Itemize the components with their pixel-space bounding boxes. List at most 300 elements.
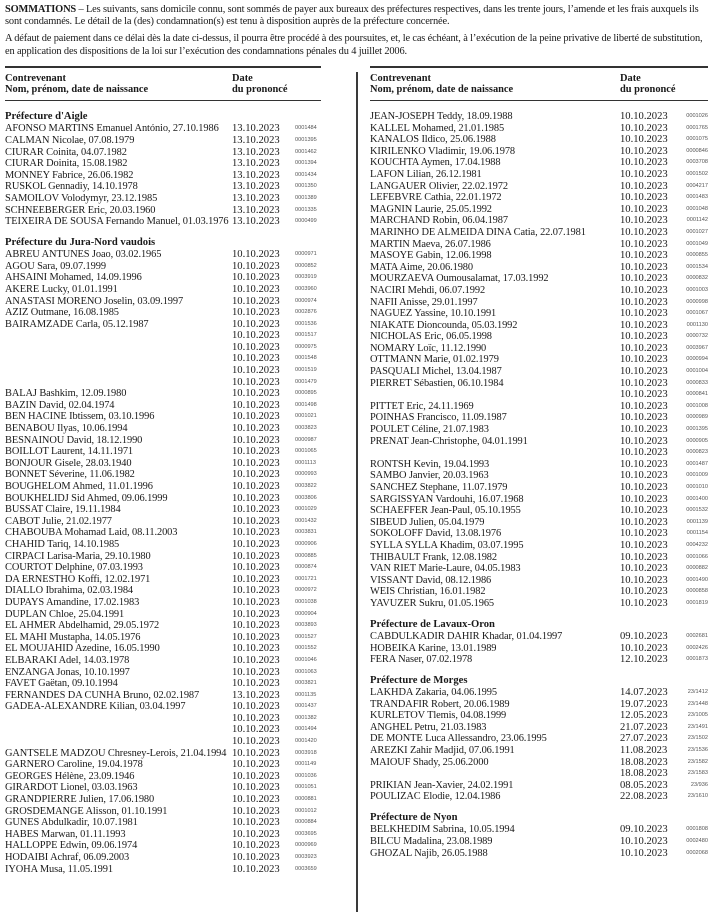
table-row	[5, 481, 321, 493]
offender-name: BONNET Séverine, 11.06.1982	[5, 469, 135, 481]
judgment-entry	[370, 250, 708, 262]
offender-name: CABOT Julie, 21.02.1977	[5, 515, 112, 527]
offender-name: DA ERNESTHO Koffi, 12.02.1971	[5, 573, 151, 585]
reference-code: 0000998	[686, 298, 708, 305]
table-row	[5, 181, 321, 193]
table-row	[370, 757, 708, 780]
offender-name: FERA Naser, 07.02.1978	[370, 654, 473, 666]
offender-name: NAGUEZ Yassine, 10.10.1991	[370, 308, 497, 320]
table-row	[5, 701, 321, 747]
judgment-date: 10.10.2023	[232, 770, 280, 782]
table-row	[5, 296, 321, 308]
offender-name: RUSKOL Gennadiy, 14.10.1978	[5, 181, 138, 193]
judgment-date: 10.10.2023	[232, 620, 280, 632]
reference-code: 0001490	[686, 576, 708, 583]
table-row	[370, 598, 708, 610]
section-title: Préfecture d'Aigle	[5, 111, 88, 122]
prefecture-section	[5, 111, 321, 228]
judgment-date: 10.10.2023	[232, 295, 280, 307]
reference-code: 0001051	[295, 784, 317, 791]
judgment-entry	[370, 494, 708, 506]
judgment-date: 10.10.2023	[232, 724, 280, 736]
reference-code: 0001420	[295, 738, 317, 745]
judgment-date: 08.05.2023	[620, 779, 668, 791]
reference-code: 0001003	[686, 286, 708, 293]
judgment-entry	[370, 123, 708, 135]
offender-name: MARCHAND Robin, 06.04.1987	[370, 215, 508, 227]
table-row	[5, 205, 321, 217]
reference-code: 0004217	[686, 182, 708, 189]
judgment-date: 10.10.2023	[620, 308, 668, 320]
judgment-entry	[370, 447, 708, 459]
table-row	[370, 710, 708, 722]
judgment-date: 13.10.2023	[232, 181, 280, 193]
judgment-entry	[5, 632, 321, 644]
judgment-date: 10.10.2023	[232, 643, 280, 655]
reference-code: 0000905	[686, 437, 708, 444]
judgment-entry	[370, 285, 708, 297]
table-row	[5, 806, 321, 818]
table-row	[5, 829, 321, 841]
table-row	[5, 678, 321, 690]
judgment-entry	[370, 239, 708, 251]
judgment-entry	[5, 782, 321, 794]
offender-name: ANGHEL Petru, 21.03.1983	[370, 721, 487, 733]
offender-name: EL MAHI Mustapha, 14.05.1976	[5, 631, 141, 643]
judgment-date: 09.10.2023	[620, 630, 668, 642]
offender-name: CIRPACI Larisa-Maria, 29.10.1980	[5, 550, 151, 562]
offender-name: ABREU ANTUNES Joao, 03.02.1965	[5, 249, 162, 261]
table-row	[370, 699, 708, 711]
table-row	[370, 227, 708, 239]
section-title: Préfecture du Jura-Nord vaudois	[5, 236, 156, 248]
judgment-entry	[370, 436, 708, 448]
offender-name: GHOZAL Najib, 26.05.1988	[370, 847, 488, 859]
offender-name: VAN RIET Marie-Laure, 04.05.1983	[370, 563, 521, 575]
judgment-date: 10.10.2023	[620, 319, 668, 331]
reference-code: 0000974	[295, 297, 317, 304]
judgment-date: 10.10.2023	[232, 863, 280, 875]
reference-code: 23/1491	[687, 723, 708, 730]
judgment-entry	[370, 389, 708, 401]
offender-name: PRENAT Jean-Christophe, 04.01.1991	[370, 435, 528, 447]
judgment-date: 10.10.2023	[620, 366, 668, 378]
table-row	[5, 527, 321, 539]
reference-code: 0001154	[686, 530, 708, 537]
reference-code: 0001036	[295, 772, 317, 779]
judgment-entry	[5, 377, 321, 389]
judgment-date: 10.10.2023	[620, 836, 668, 848]
reference-code: 0000841	[686, 391, 708, 398]
judgment-date: 10.10.2023	[232, 794, 280, 806]
reference-code: 0001494	[295, 726, 317, 733]
reference-code: 0001067	[686, 310, 708, 317]
judgment-entry	[370, 424, 708, 436]
table-row	[5, 135, 321, 147]
judgment-date: 10.10.2023	[620, 192, 668, 204]
table-row	[370, 181, 708, 193]
intro-title: SOMMATIONS	[5, 4, 77, 15]
judgment-entry	[5, 469, 321, 481]
judgment-entry	[5, 748, 321, 760]
table-row	[370, 378, 708, 401]
judgment-entry	[5, 342, 321, 354]
judgment-date: 10.10.2023	[232, 388, 280, 400]
reference-code: 0001400	[686, 495, 708, 502]
reference-code: 0001029	[295, 506, 317, 513]
reference-code: 0003806	[295, 494, 317, 501]
reference-code: 0001395	[295, 136, 317, 143]
judgment-date: 10.10.2023	[620, 424, 668, 436]
table-row	[370, 262, 708, 274]
offender-name: BESNAINOU David, 18.12.1990	[5, 434, 143, 446]
reference-code: 0001765	[686, 124, 708, 131]
offender-name: POINHAS Francisco, 11.09.1987	[370, 412, 507, 424]
reference-code: 0001462	[295, 148, 317, 155]
offender-name: TRANDAFIR Robert, 20.06.1989	[370, 698, 510, 710]
table-row	[5, 759, 321, 771]
offender-name: MONNEY Fabrice, 26.06.1982	[5, 169, 134, 181]
header-name-line2: Nom, prénom, date de naissance	[370, 84, 514, 95]
judgment-entry	[5, 655, 321, 667]
offender-name: NAFII Anisse, 29.01.1997	[370, 296, 478, 308]
reference-code: 0000832	[686, 275, 708, 282]
reference-code: 0003823	[295, 425, 317, 432]
judgment-date: 10.10.2023	[232, 307, 280, 319]
judgment-entry	[370, 262, 708, 274]
offender-name: CABDULKADIR DAHIR Khadar, 01.04.1997	[370, 630, 563, 642]
judgment-entry	[370, 505, 708, 517]
column-divider	[356, 72, 358, 912]
judgment-entry	[370, 470, 708, 482]
judgment-entry	[370, 181, 708, 193]
left-sections	[5, 111, 321, 875]
judgment-date: 09.10.2023	[620, 824, 668, 836]
intro-paragraph-1	[5, 4, 708, 28]
judgment-entry	[5, 864, 321, 876]
prefecture-section	[370, 619, 708, 666]
judgment-date: 10.10.2023	[232, 249, 280, 261]
offender-name: BELKHEDIM Sabrina, 10.05.1994	[370, 824, 515, 836]
offender-name: DIALLO Ibrahima, 02.03.1984	[5, 585, 134, 597]
judgment-date: 10.10.2023	[620, 134, 668, 146]
judgment-entry	[5, 135, 321, 147]
reference-code: 0001335	[295, 206, 317, 213]
table-row	[5, 493, 321, 505]
reference-code: 0001819	[686, 599, 708, 606]
reference-code: 0000833	[686, 379, 708, 386]
table-row	[5, 539, 321, 551]
reference-code: 0001046	[295, 656, 317, 663]
reference-code: 0001548	[295, 355, 317, 362]
judgment-entry	[370, 146, 708, 158]
offender-name: ENZANGA Jonas, 10.10.1997	[5, 666, 130, 678]
judgment-date: 10.10.2023	[232, 678, 280, 690]
offender-name: WEIS Christian, 16.01.1982	[370, 586, 486, 598]
judgment-entry	[5, 840, 321, 852]
table-row	[5, 771, 321, 783]
offender-name: EL AHMER Abdelhamid, 29.05.1972	[5, 620, 160, 632]
offender-name: GROSDEMANGE Alisson, 01.10.1991	[5, 805, 168, 817]
judgment-date: 10.10.2023	[232, 666, 280, 678]
offender-name: JEAN-JOSEPH Teddy, 18.09.1988	[370, 111, 513, 122]
judgment-date: 10.10.2023	[232, 562, 280, 574]
judgment-date: 10.10.2023	[620, 342, 668, 354]
table-row	[5, 562, 321, 574]
judgment-entry	[5, 423, 321, 435]
table-row	[370, 824, 708, 836]
table-row	[370, 192, 708, 204]
judgment-date: 13.10.2023	[232, 216, 280, 228]
prefecture-section	[370, 812, 708, 859]
offender-name: MASOYE Gabin, 12.06.1998	[370, 250, 492, 262]
reference-code: 0003960	[295, 285, 317, 292]
table-row	[370, 745, 708, 757]
offender-name: LAFON Lilian, 26.12.1981	[370, 168, 482, 180]
offender-name: BALAJ Bashkim, 12.09.1980	[5, 388, 127, 400]
table-row	[370, 215, 708, 227]
offender-name: NICHOLAS Eric, 06.05.1998	[370, 331, 492, 343]
table-row	[370, 586, 708, 598]
table-row	[370, 733, 708, 745]
judgment-date: 10.10.2023	[232, 353, 280, 365]
offender-name: NIAKATE Dioncounda, 05.03.1992	[370, 319, 518, 331]
offender-name: AKERE Lucky, 01.01.1991	[5, 283, 118, 295]
reference-code: 0001532	[686, 507, 708, 514]
table-row	[5, 423, 321, 435]
offender-name: LANGAUER Olivier, 22.02.1972	[370, 180, 508, 192]
judgment-entry	[5, 353, 321, 365]
judgment-entry	[5, 736, 321, 748]
table-row	[5, 574, 321, 586]
section-title: Préfecture de Lavaux-Oron	[370, 618, 495, 630]
header-date-line1: Date	[232, 72, 253, 84]
judgment-entry	[370, 378, 708, 390]
reference-code: 23/1610	[687, 793, 708, 800]
judgment-date: 10.10.2023	[232, 817, 280, 829]
judgment-entry	[370, 134, 708, 146]
table-row	[5, 609, 321, 621]
offender-name: KOUCHTA Aymen, 17.04.1988	[370, 157, 501, 169]
judgment-entry	[5, 759, 321, 771]
judgment-date: 10.10.2023	[620, 539, 668, 551]
reference-code: 23/1582	[687, 758, 708, 765]
judgment-entry	[370, 482, 708, 494]
table-row	[370, 146, 708, 158]
judgment-date: 13.10.2023	[232, 123, 280, 135]
table-row	[370, 412, 708, 424]
table-row	[370, 836, 708, 848]
judgment-date: 13.10.2023	[232, 192, 280, 204]
offender-name: MATA Aime, 20.06.1980	[370, 261, 473, 273]
header-date	[620, 73, 676, 96]
judgment-date: 10.10.2023	[232, 828, 280, 840]
judgment-date: 10.10.2023	[620, 250, 668, 262]
judgment-entry	[370, 745, 708, 757]
offender-name: MARINHO DE ALMEIDA DINA Catia, 22.07.1981	[370, 226, 586, 238]
judgment-date: 12.05.2023	[620, 710, 668, 722]
table-row	[370, 204, 708, 216]
judgment-entry	[5, 852, 321, 864]
offender-name: ANASTASI MORENO Joselin, 03.09.1997	[5, 295, 184, 307]
prefecture-section	[370, 111, 708, 610]
reference-code: 0000994	[686, 356, 708, 363]
offender-name: CHAHID Tariq, 14.10.1985	[5, 538, 120, 550]
judgment-entry	[370, 366, 708, 378]
offender-name: DE MONTE Luca Allessandro, 23.06.1995	[370, 733, 547, 745]
judgment-date: 10.10.2023	[232, 399, 280, 411]
judgment-entry	[370, 192, 708, 204]
reference-code: 0001010	[686, 484, 708, 490]
judgment-date: 10.10.2023	[620, 574, 668, 586]
intro-paragraph-2: A défaut de paiement dans ce délai dès la date ci-dessus, il pourra être procédé à des poursuites, et, le cas échéant, à l’exécution de la peine privative de liberté de substitution, en application des dispositions de la loi sur l’exécution des condamnations pénales du 4 juillet 2006.	[5, 33, 703, 57]
reference-code: 0002480	[686, 838, 708, 845]
offender-name: BAIRAMZADE Carla, 05.12.1987	[5, 318, 149, 330]
judgment-date: 10.10.2023	[620, 122, 668, 134]
table-row	[370, 528, 708, 540]
judgment-date: 18.08.2023	[620, 768, 668, 780]
offender-name: DUPLAN Chloe, 25.04.1991	[5, 608, 125, 620]
table-row	[5, 272, 321, 284]
judgment-date: 10.10.2023	[620, 551, 668, 563]
table-row	[5, 748, 321, 760]
judgment-entry	[5, 365, 321, 377]
judgment-date: 10.10.2023	[620, 642, 668, 654]
reference-code: 0001065	[295, 448, 317, 455]
reference-code: 0001519	[295, 367, 317, 374]
table-row	[5, 458, 321, 470]
table-row	[370, 331, 708, 343]
judgment-date: 21.07.2023	[620, 721, 668, 733]
judgment-date: 13.10.2023	[232, 134, 280, 146]
table-row	[370, 687, 708, 699]
judgment-entry	[5, 504, 321, 516]
reference-code: 0001808	[686, 826, 708, 833]
judgment-date: 10.10.2023	[620, 168, 668, 180]
judgment-date: 10.10.2023	[232, 341, 280, 353]
table-row	[5, 435, 321, 447]
offender-name: AFONSO MARTINS Emanuel António, 27.10.1986	[5, 123, 219, 135]
reference-code: 0001483	[686, 194, 708, 201]
table-row	[5, 170, 321, 182]
reference-code: 0000906	[295, 540, 317, 547]
reference-code: 0001534	[686, 263, 708, 270]
judgment-date: 10.10.2023	[232, 782, 280, 794]
offender-name: THIBAULT Frank, 12.08.1982	[370, 551, 497, 563]
judgment-date: 10.10.2023	[620, 273, 668, 285]
header-date-line1: Date	[620, 72, 641, 84]
table-row	[5, 864, 321, 876]
offender-name: BEN HACINE Ibtissem, 03.10.1996	[5, 411, 155, 423]
judgment-date: 10.10.2023	[232, 585, 280, 597]
judgment-entry	[370, 308, 708, 320]
header-name-line1: Contrevenant	[370, 72, 431, 84]
reference-code: 0001038	[295, 598, 317, 605]
table-row	[5, 794, 321, 806]
reference-code: 0001012	[295, 807, 317, 814]
reference-code: 0000881	[295, 796, 317, 803]
table-row	[370, 482, 708, 494]
judgment-entry	[5, 446, 321, 458]
offender-name: COURTOT Delphine, 07.03.1993	[5, 562, 143, 574]
judgment-entry	[370, 204, 708, 216]
judgment-entry	[370, 586, 708, 598]
judgment-date: 13.10.2023	[232, 146, 280, 158]
reference-code: 0000852	[295, 262, 317, 269]
table-row	[370, 575, 708, 587]
offender-name: MARTIN Maeva, 26.07.1986	[370, 238, 491, 250]
judgment-date: 10.10.2023	[620, 435, 668, 447]
judgment-date: 22.08.2023	[620, 791, 668, 803]
reference-code: 0001075	[686, 136, 708, 143]
offender-name: HOBEIKA Karine, 13.01.1989	[370, 642, 497, 654]
judgment-entry	[5, 771, 321, 783]
judgment-date: 10.10.2023	[620, 389, 668, 401]
judgment-entry	[370, 791, 708, 803]
table-row	[370, 285, 708, 297]
table-row	[5, 158, 321, 170]
reference-code: 0003923	[295, 854, 317, 860]
judgment-date: 10.10.2023	[232, 492, 280, 504]
judgment-date: 10.10.2023	[620, 354, 668, 366]
reference-code: 0003695	[295, 830, 317, 837]
reference-code: 0003708	[686, 159, 708, 166]
table-row	[370, 470, 708, 482]
reference-code: 0003967	[686, 344, 708, 351]
judgment-entry	[5, 713, 321, 725]
offender-name: AGOU Sara, 09.07.1999	[5, 260, 106, 272]
judgment-date: 10.10.2023	[620, 261, 668, 273]
offender-name: KANALOS Ildico, 25.06.1988	[370, 134, 496, 146]
judgment-date: 10.10.2023	[620, 111, 668, 122]
judgment-entry	[370, 824, 708, 836]
offender-name: BOUKHELIDJ Sid Ahmed, 09.06.1999	[5, 492, 168, 504]
offender-name: LEFEBVRE Cathia, 22.01.1972	[370, 192, 502, 204]
reference-code: 0000846	[686, 147, 708, 154]
judgment-date: 10.10.2023	[232, 457, 280, 469]
judgment-entry	[370, 552, 708, 564]
judgment-entry	[5, 551, 321, 563]
judgment-entry	[370, 273, 708, 285]
judgment-date: 10.10.2023	[620, 284, 668, 296]
table-row	[370, 654, 708, 666]
offender-name: SOKOLOFF David, 13.08.1976	[370, 528, 502, 540]
offender-name: RONTSH Kevin, 19.04.1993	[370, 458, 490, 470]
reference-code: 0001049	[686, 240, 708, 247]
judgment-date: 10.10.2023	[620, 203, 668, 215]
table-row	[370, 505, 708, 517]
table-row	[370, 459, 708, 471]
header-contrevenant	[5, 73, 148, 96]
judgment-entry	[370, 528, 708, 540]
judgment-entry	[5, 585, 321, 597]
judgment-entry	[5, 307, 321, 319]
reference-code: 0001389	[295, 194, 317, 201]
judgment-entry	[5, 330, 321, 342]
prefecture-section	[370, 675, 708, 803]
table-row	[370, 320, 708, 332]
judgment-entry	[370, 757, 708, 769]
table-row	[370, 308, 708, 320]
judgment-entry	[5, 724, 321, 736]
reference-code: 0002876	[295, 309, 317, 316]
judgment-date: 10.10.2023	[620, 377, 668, 389]
judgment-date: 10.10.2023	[232, 434, 280, 446]
reference-code: 0000904	[295, 610, 317, 617]
judgment-date: 10.10.2023	[620, 847, 668, 859]
reference-code: 0003659	[295, 865, 317, 872]
reference-code: 0003919	[295, 274, 317, 281]
